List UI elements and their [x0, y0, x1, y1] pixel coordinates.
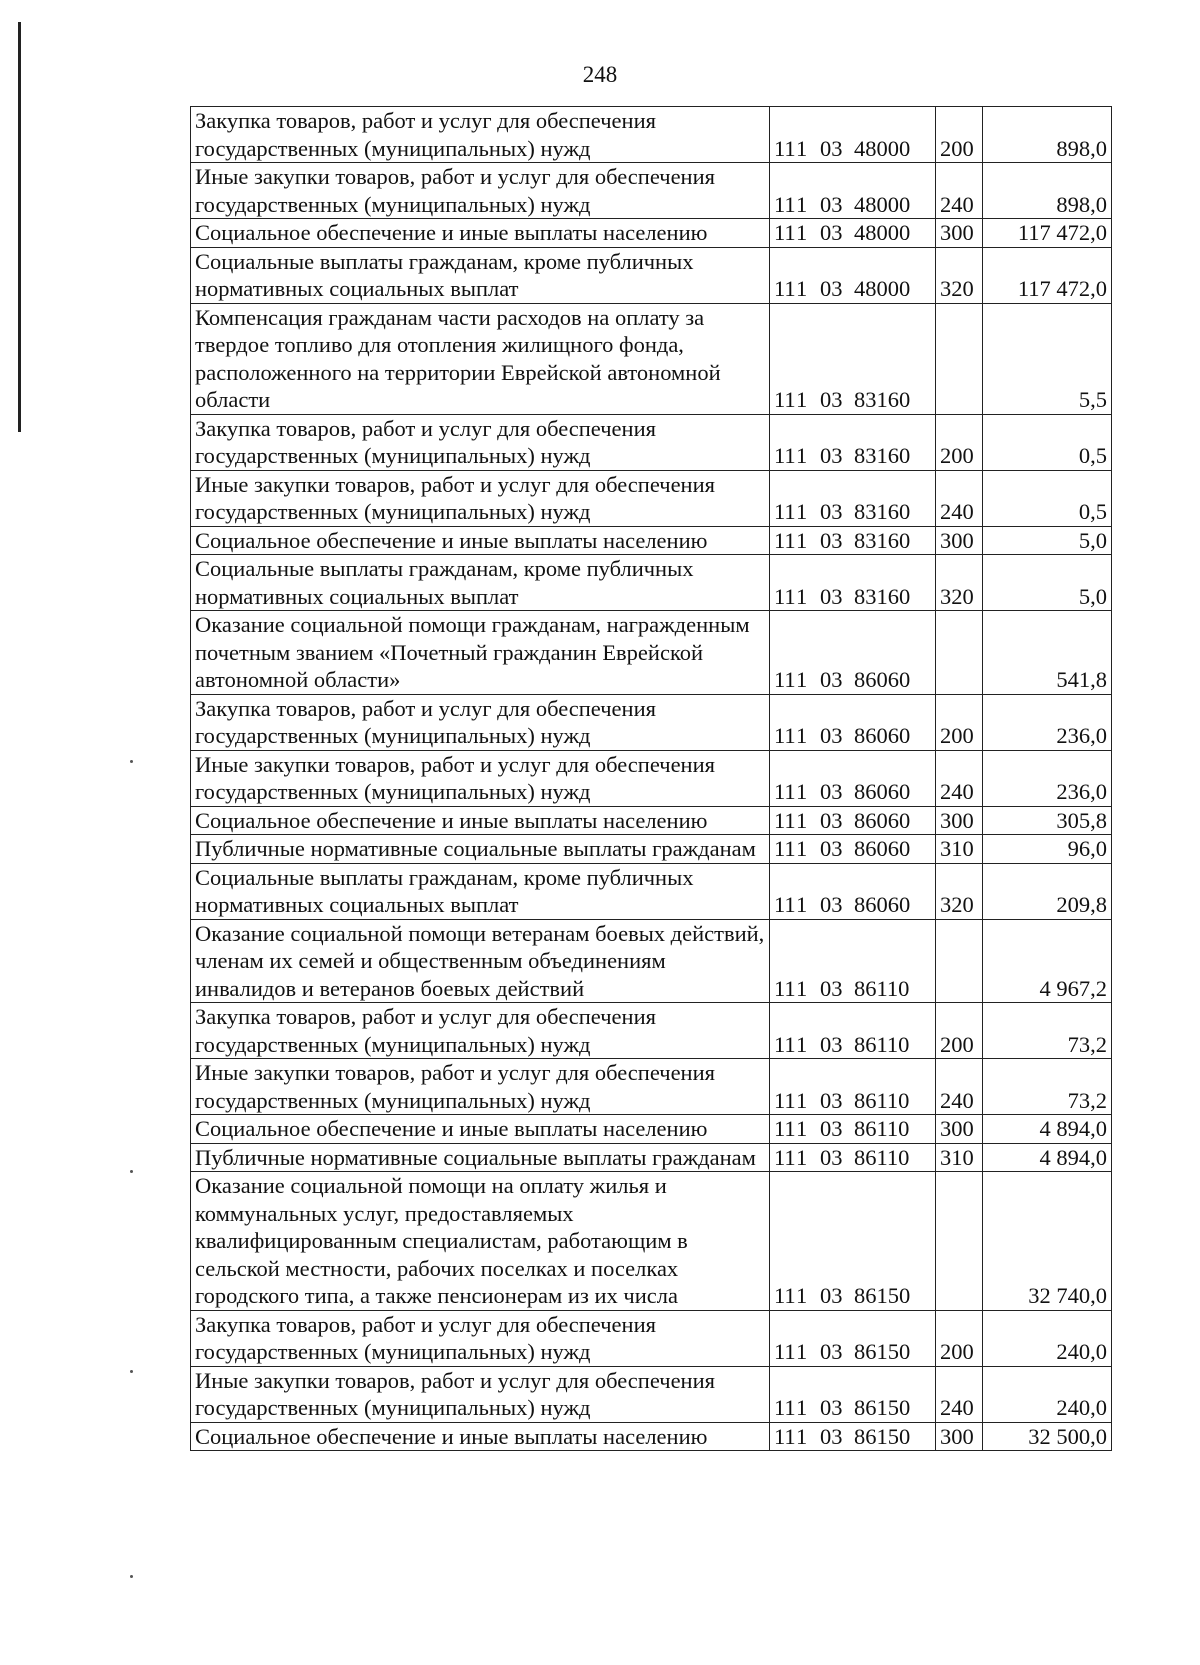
code-part: 86110 — [854, 1144, 910, 1170]
code-part: 83160 — [854, 443, 911, 468]
code-part: 48000 — [854, 276, 911, 301]
amount-cell: 5,0 — [983, 526, 1112, 555]
classification-code-cell — [770, 470, 936, 526]
code-part: 11 — [774, 723, 796, 748]
table-row — [191, 555, 1112, 611]
code-part: 1 — [796, 1144, 808, 1170]
table-row — [191, 694, 1112, 750]
code-part: 11 — [774, 1087, 796, 1113]
amount-cell: 32 740,0 — [983, 1172, 1112, 1311]
expense-type-cell: 200 — [936, 414, 983, 470]
code-part: 1 — [796, 276, 808, 301]
code-part: 11 — [774, 836, 796, 861]
classification-code-cell — [770, 555, 936, 611]
code-part: 03 — [820, 387, 843, 412]
code-part: 1 — [796, 1395, 808, 1420]
expense-name-cell: Социальные выплаты гражданам, кроме публичных нормативных социальных выплат — [191, 555, 770, 611]
expense-type-cell: 310 — [936, 835, 983, 864]
code-part: 86150 — [854, 1423, 911, 1449]
expense-name-cell: Социальные выплаты гражданам, кроме публичных нормативных социальных выплат — [191, 863, 770, 919]
classification-code-cell — [770, 835, 936, 864]
amount-cell: 4 894,0 — [983, 1143, 1112, 1172]
expense-name-cell: Закупка товаров, работ и услуг для обеспечения государственных (муниципальных) нужд — [191, 414, 770, 470]
table-row — [191, 919, 1112, 1003]
amount-cell: 240,0 — [983, 1366, 1112, 1422]
classification-code-cell — [770, 1003, 936, 1059]
classification-code-cell — [770, 1366, 936, 1422]
amount-cell: 32 500,0 — [983, 1422, 1112, 1451]
expense-type-cell: 300 — [936, 1115, 983, 1144]
expense-type-cell: 310 — [936, 1143, 983, 1172]
scan-speck — [130, 1370, 133, 1373]
classification-code-cell — [770, 1172, 936, 1311]
code-part: 1 — [796, 723, 808, 748]
budget-table — [190, 106, 1112, 1451]
classification-code-cell — [770, 414, 936, 470]
code-part: 1 — [796, 667, 808, 692]
scan-speck — [130, 1575, 133, 1578]
table-row — [191, 1172, 1112, 1311]
expense-type-cell: 240 — [936, 163, 983, 219]
code-part: 03 — [820, 1339, 843, 1364]
table-row — [191, 526, 1112, 555]
code-part: 11 — [774, 807, 796, 833]
table-row — [191, 303, 1112, 414]
amount-cell: 240,0 — [983, 1310, 1112, 1366]
budget-table-body — [191, 107, 1112, 1451]
table-row — [191, 1115, 1112, 1144]
code-part: 03 — [820, 276, 843, 301]
expense-name-cell: Иные закупки товаров, работ и услуг для обеспечения государственных (муниципальных) нужд — [191, 470, 770, 526]
classification-code-cell — [770, 526, 936, 555]
code-part: 86110 — [854, 1087, 910, 1113]
classification-code-cell — [770, 247, 936, 303]
expense-name-cell: Иные закупки товаров, работ и услуг для обеспечения государственных (муниципальных) нужд — [191, 1366, 770, 1422]
code-part: 86150 — [854, 1283, 911, 1308]
expense-type-cell: 240 — [936, 1059, 983, 1115]
expense-name-cell: Иные закупки товаров, работ и услуг для обеспечения государственных (муниципальных) нужд — [191, 1059, 770, 1115]
table-row — [191, 806, 1112, 835]
classification-code-cell — [770, 1115, 936, 1144]
expense-name-cell: Социальное обеспечение и иные выплаты населению — [191, 806, 770, 835]
expense-type-cell: 300 — [936, 526, 983, 555]
expense-name-cell: Закупка товаров, работ и услуг для обеспечения государственных (муниципальных) нужд — [191, 1003, 770, 1059]
table-row — [191, 247, 1112, 303]
table-row — [191, 611, 1112, 695]
scan-speck — [130, 1170, 133, 1173]
code-part: 03 — [820, 892, 843, 917]
code-part: 11 — [774, 1283, 796, 1308]
code-part: 03 — [820, 583, 843, 609]
classification-code-cell — [770, 1059, 936, 1115]
code-part: 11 — [774, 1031, 796, 1057]
code-part: 11 — [774, 443, 796, 468]
amount-cell: 96,0 — [983, 835, 1112, 864]
expense-type-cell — [936, 303, 983, 414]
code-part: 86060 — [854, 723, 911, 748]
code-part: 1 — [796, 1031, 808, 1057]
amount-cell: 5,0 — [983, 555, 1112, 611]
classification-code-cell — [770, 1310, 936, 1366]
amount-cell: 0,5 — [983, 470, 1112, 526]
code-part: 1 — [796, 443, 808, 468]
code-part: 11 — [774, 1339, 796, 1364]
expense-type-cell: 240 — [936, 1366, 983, 1422]
expense-name-cell: Публичные нормативные социальные выплаты гражданам — [191, 835, 770, 864]
code-part: 83160 — [854, 583, 911, 609]
expense-name-cell: Иные закупки товаров, работ и услуг для обеспечения государственных (муниципальных) нужд — [191, 750, 770, 806]
expense-name-cell: Компенсация гражданам части расходов на оплату за твердое топливо для отопления жилищного фонда, расположенного на территории Еврейской автономной области — [191, 303, 770, 414]
code-part: 11 — [774, 1423, 796, 1449]
expense-name-cell: Закупка товаров, работ и услуг для обеспечения государственных (муниципальных) нужд — [191, 1310, 770, 1366]
code-part: 1 — [796, 1283, 808, 1308]
expense-type-cell — [936, 919, 983, 1003]
classification-code-cell — [770, 750, 936, 806]
code-part: 03 — [820, 723, 843, 748]
code-part: 1 — [796, 836, 808, 861]
classification-code-cell — [770, 863, 936, 919]
amount-cell: 0,5 — [983, 414, 1112, 470]
amount-cell: 898,0 — [983, 163, 1112, 219]
code-part: 86060 — [854, 892, 911, 917]
expense-name-cell: Публичные нормативные социальные выплаты гражданам — [191, 1143, 770, 1172]
expense-type-cell: 300 — [936, 1422, 983, 1451]
code-part: 1 — [796, 1116, 808, 1141]
code-part: 86110 — [854, 975, 910, 1001]
expense-type-cell: 200 — [936, 107, 983, 163]
code-part: 48000 — [854, 220, 911, 245]
table-row — [191, 1143, 1112, 1172]
code-part: 03 — [820, 1087, 843, 1113]
code-part: 1 — [796, 779, 808, 804]
table-row — [191, 1422, 1112, 1451]
code-part: 03 — [820, 1116, 843, 1141]
code-part: 1 — [796, 1339, 808, 1364]
code-part: 86150 — [854, 1395, 911, 1420]
code-part: 11 — [774, 191, 796, 217]
code-part: 1 — [796, 499, 808, 524]
expense-name-cell: Социальное обеспечение и иные выплаты населению — [191, 219, 770, 248]
code-part: 03 — [820, 527, 843, 553]
amount-cell: 898,0 — [983, 107, 1112, 163]
classification-code-cell — [770, 919, 936, 1003]
code-part: 83160 — [854, 499, 911, 524]
code-part: 11 — [774, 220, 796, 245]
code-part: 03 — [820, 1283, 843, 1308]
amount-cell: 4 894,0 — [983, 1115, 1112, 1144]
amount-cell: 4 967,2 — [983, 919, 1112, 1003]
classification-code-cell — [770, 219, 936, 248]
classification-code-cell — [770, 1422, 936, 1451]
code-part: 86060 — [854, 807, 911, 833]
amount-cell: 5,5 — [983, 303, 1112, 414]
table-row — [191, 470, 1112, 526]
code-part: 86150 — [854, 1339, 911, 1364]
code-part: 1 — [796, 583, 808, 609]
classification-code-cell — [770, 694, 936, 750]
expense-type-cell: 200 — [936, 694, 983, 750]
code-part: 03 — [820, 1031, 843, 1057]
classification-code-cell — [770, 806, 936, 835]
code-part: 11 — [774, 779, 796, 804]
expense-type-cell: 320 — [936, 863, 983, 919]
code-part: 83160 — [854, 387, 911, 412]
code-part: 1 — [796, 387, 808, 412]
code-part: 03 — [820, 220, 843, 245]
table-row — [191, 219, 1112, 248]
code-part: 48000 — [854, 191, 911, 217]
code-part: 1 — [796, 527, 808, 553]
table-row — [191, 1310, 1112, 1366]
expense-name-cell: Оказание социальной помощи гражданам, награжденным почетным званием «Почетный гражданин Еврейской автономной области» — [191, 611, 770, 695]
amount-cell: 117 472,0 — [983, 247, 1112, 303]
amount-cell: 305,8 — [983, 806, 1112, 835]
code-part: 11 — [774, 975, 796, 1001]
code-part: 86060 — [854, 667, 911, 692]
table-row — [191, 163, 1112, 219]
code-part: 1 — [796, 975, 808, 1001]
amount-cell: 117 472,0 — [983, 219, 1112, 248]
code-part: 03 — [820, 499, 843, 524]
code-part: 11 — [774, 1395, 796, 1420]
table-row — [191, 1366, 1112, 1422]
code-part: 1 — [796, 220, 808, 245]
expense-name-cell: Иные закупки товаров, работ и услуг для обеспечения государственных (муниципальных) нужд — [191, 163, 770, 219]
code-part: 03 — [820, 836, 843, 861]
code-part: 11 — [774, 527, 796, 553]
code-part: 03 — [820, 1395, 843, 1420]
code-part: 11 — [774, 387, 796, 412]
code-part: 1 — [796, 135, 808, 161]
expense-type-cell: 240 — [936, 750, 983, 806]
page-number: 248 — [582, 62, 618, 87]
code-part: 48000 — [854, 135, 911, 161]
amount-cell: 236,0 — [983, 750, 1112, 806]
expense-type-cell — [936, 611, 983, 695]
code-part: 11 — [774, 499, 796, 524]
classification-code-cell — [770, 163, 936, 219]
code-part: 1 — [796, 892, 808, 917]
table-row — [191, 1003, 1112, 1059]
code-part: 1 — [796, 1423, 808, 1449]
code-part: 11 — [774, 1144, 796, 1170]
amount-cell: 209,8 — [983, 863, 1112, 919]
expense-type-cell: 320 — [936, 555, 983, 611]
code-part: 03 — [820, 135, 843, 161]
table-row — [191, 414, 1112, 470]
code-part: 03 — [820, 807, 843, 833]
code-part: 1 — [796, 807, 808, 833]
classification-code-cell — [770, 303, 936, 414]
expense-type-cell: 300 — [936, 219, 983, 248]
code-part: 03 — [820, 975, 843, 1001]
amount-cell: 541,8 — [983, 611, 1112, 695]
code-part: 11 — [774, 135, 796, 161]
expense-name-cell: Социальные выплаты гражданам, кроме публичных нормативных социальных выплат — [191, 247, 770, 303]
code-part: 11 — [774, 667, 796, 692]
code-part: 11 — [774, 583, 796, 609]
expense-type-cell: 240 — [936, 470, 983, 526]
code-part: 1 — [796, 1087, 808, 1113]
expense-name-cell: Закупка товаров, работ и услуг для обеспечения государственных (муниципальных) нужд — [191, 107, 770, 163]
code-part: 03 — [820, 1423, 843, 1449]
amount-cell: 73,2 — [983, 1003, 1112, 1059]
expense-type-cell: 300 — [936, 806, 983, 835]
expense-name-cell: Социальное обеспечение и иные выплаты населению — [191, 1422, 770, 1451]
amount-cell: 236,0 — [983, 694, 1112, 750]
table-row — [191, 835, 1112, 864]
expense-type-cell: 320 — [936, 247, 983, 303]
code-part: 03 — [820, 191, 843, 217]
expense-name-cell: Оказание социальной помощи на оплату жилья и коммунальных услуг, предоставляемых квалифицированным специалистам, работающим в сельской местности, рабочих поселках и поселках городского типа, а также пенсионерам из их числа — [191, 1172, 770, 1311]
expense-type-cell: 200 — [936, 1310, 983, 1366]
code-part: 11 — [774, 892, 796, 917]
code-part: 86110 — [854, 1031, 910, 1057]
classification-code-cell — [770, 611, 936, 695]
expense-name-cell: Закупка товаров, работ и услуг для обеспечения государственных (муниципальных) нужд — [191, 694, 770, 750]
code-part: 03 — [820, 779, 843, 804]
expense-name-cell: Оказание социальной помощи ветеранам боевых действий, членам их семей и общественным объединениям инвалидов и ветеранов боевых действий — [191, 919, 770, 1003]
code-part: 1 — [796, 191, 808, 217]
code-part: 86060 — [854, 779, 911, 804]
code-part: 11 — [774, 276, 796, 301]
table-row — [191, 863, 1112, 919]
amount-cell: 73,2 — [983, 1059, 1112, 1115]
code-part: 86110 — [854, 1116, 910, 1141]
classification-code-cell — [770, 107, 936, 163]
code-part: 83160 — [854, 527, 911, 553]
scan-speck — [130, 760, 133, 763]
table-row — [191, 107, 1112, 163]
expense-type-cell: 200 — [936, 1003, 983, 1059]
expense-type-cell — [936, 1172, 983, 1311]
code-part: 03 — [820, 1144, 843, 1170]
classification-code-cell — [770, 1143, 936, 1172]
table-row — [191, 750, 1112, 806]
code-part: 03 — [820, 443, 843, 468]
expense-name-cell: Социальное обеспечение и иные выплаты населению — [191, 526, 770, 555]
code-part: 03 — [820, 667, 843, 692]
code-part: 11 — [774, 1116, 796, 1141]
code-part: 86060 — [854, 836, 911, 861]
table-row — [191, 1059, 1112, 1115]
expense-name-cell: Социальное обеспечение и иные выплаты населению — [191, 1115, 770, 1144]
